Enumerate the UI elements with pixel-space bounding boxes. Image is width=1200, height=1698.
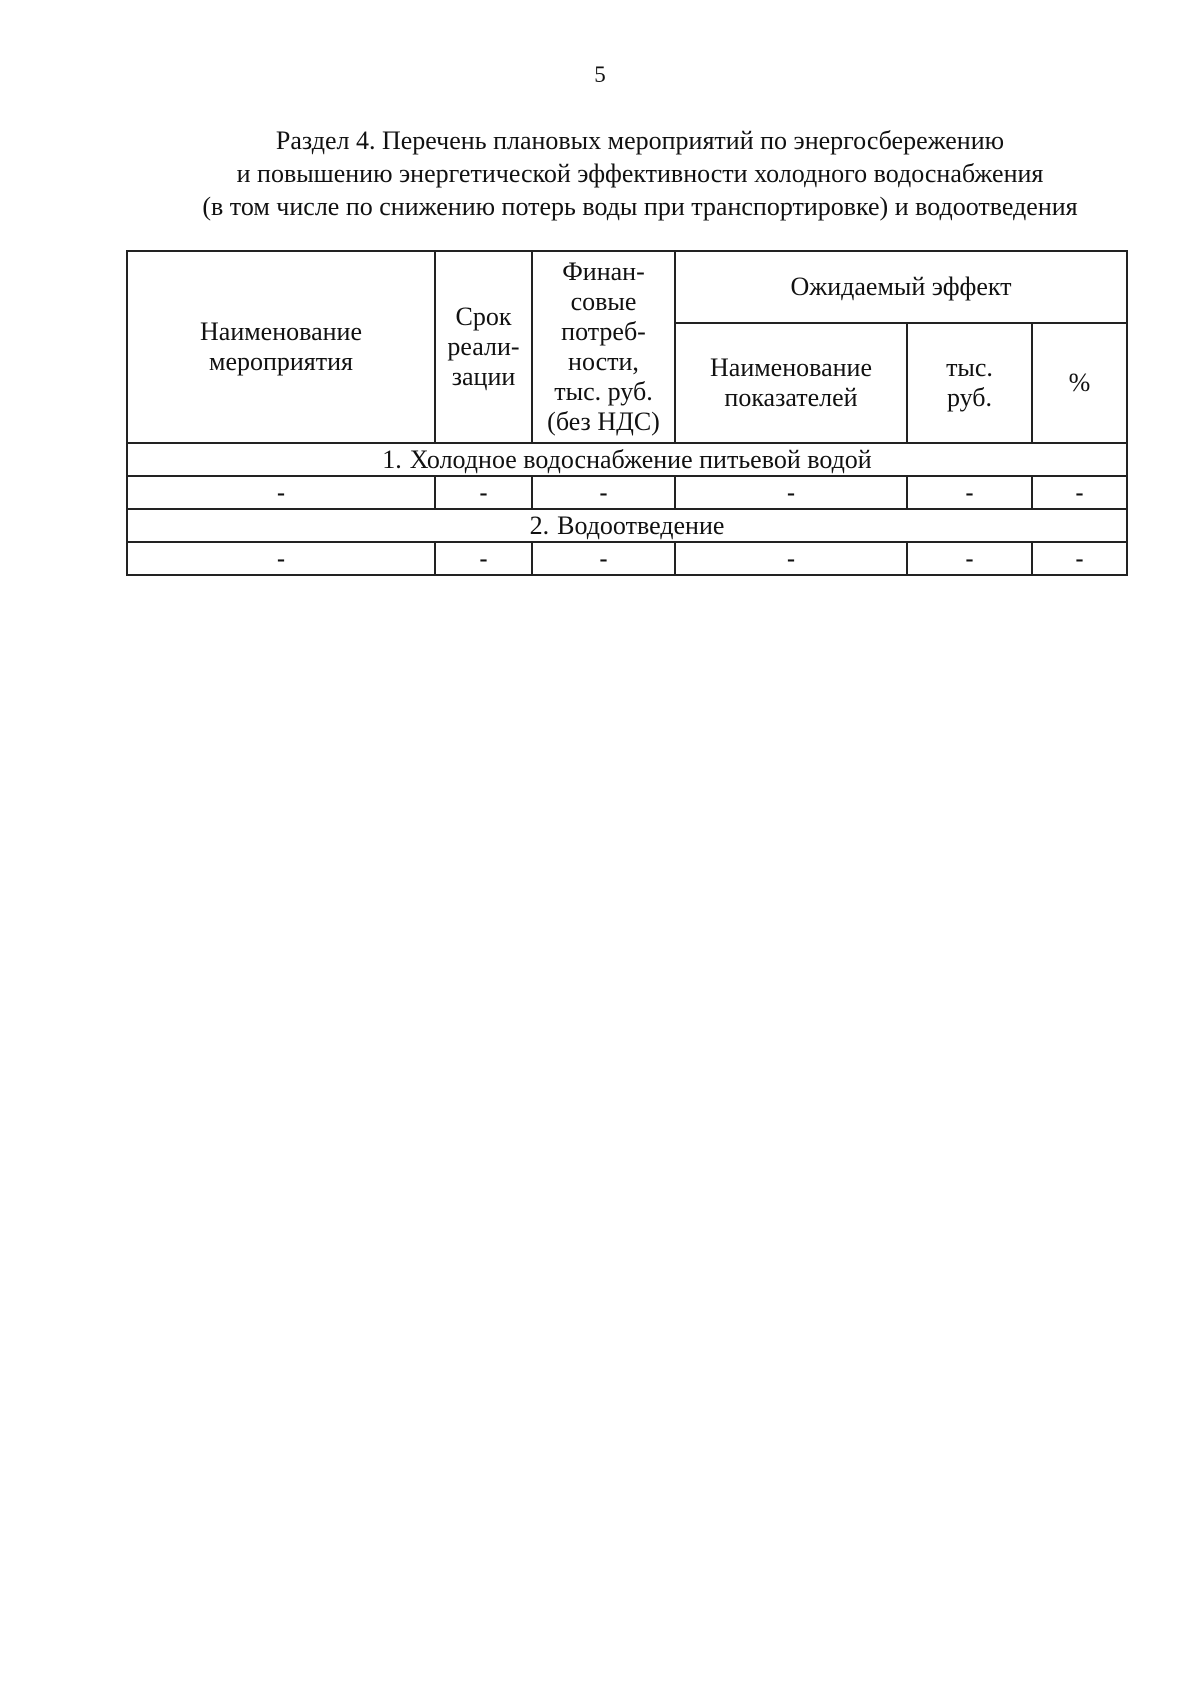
header-term xyxy=(435,251,532,443)
table-cell: - xyxy=(907,476,1032,509)
header-thousand-rub xyxy=(907,323,1032,443)
table-cell: - xyxy=(435,542,532,575)
page-number: 5 xyxy=(594,62,606,87)
section-title-line: и повышению энергетической эффективности холодного водоснабжения xyxy=(236,159,1044,188)
measures-table xyxy=(126,250,1128,576)
header-indicators xyxy=(675,323,907,443)
section-number: 2. xyxy=(529,510,550,540)
header-text-line: Наименование xyxy=(200,317,362,346)
header-expected-effect: Ожидаемый эффект xyxy=(675,251,1127,323)
section-heading-title: Холодное водоснабжение питьевой водой xyxy=(409,444,872,474)
table-cell: - xyxy=(1032,476,1127,509)
section-title-line: Раздел 4. Перечень плановых мероприятий по энергосбережению xyxy=(275,126,1005,155)
table-cell: - xyxy=(127,476,435,509)
section-heading xyxy=(127,509,1127,542)
header-text-line: Финан- xyxy=(562,257,645,286)
header-text-line: реали- xyxy=(447,332,520,361)
header-text-line: тыс. руб. xyxy=(554,377,653,406)
header-measure-name xyxy=(127,251,435,443)
table-cell: - xyxy=(532,476,675,509)
header-percent: % xyxy=(1032,323,1127,443)
table-cell: - xyxy=(532,542,675,575)
header-text-line: Срок xyxy=(455,302,512,331)
table-cell: - xyxy=(675,476,907,509)
section-title-line: (в том числе по снижению потерь воды при транспортировке) и водоотведения xyxy=(202,192,1078,221)
header-text-line: зации xyxy=(451,362,516,391)
header-text-line: тыс. xyxy=(946,353,993,382)
header-text-line: ности, xyxy=(568,347,639,376)
header-text-line: (без НДС) xyxy=(547,407,660,436)
header-text-line: Наименование xyxy=(710,353,872,382)
table-cell: - xyxy=(1032,542,1127,575)
table-cell: - xyxy=(907,542,1032,575)
section-heading-title: Водоотведение xyxy=(557,510,725,540)
table-cell: - xyxy=(127,542,435,575)
header-text-line: потреб- xyxy=(561,317,646,346)
table-cell: - xyxy=(435,476,532,509)
section-title xyxy=(160,124,1120,223)
header-finance xyxy=(532,251,675,443)
table-cell: - xyxy=(675,542,907,575)
header-text-line: совые xyxy=(570,287,637,316)
header-text-line: показателей xyxy=(724,383,858,412)
header-text-line: руб. xyxy=(946,383,993,412)
section-heading xyxy=(127,443,1127,476)
header-text-line: мероприятия xyxy=(208,347,353,376)
section-number: 1. xyxy=(382,444,402,474)
